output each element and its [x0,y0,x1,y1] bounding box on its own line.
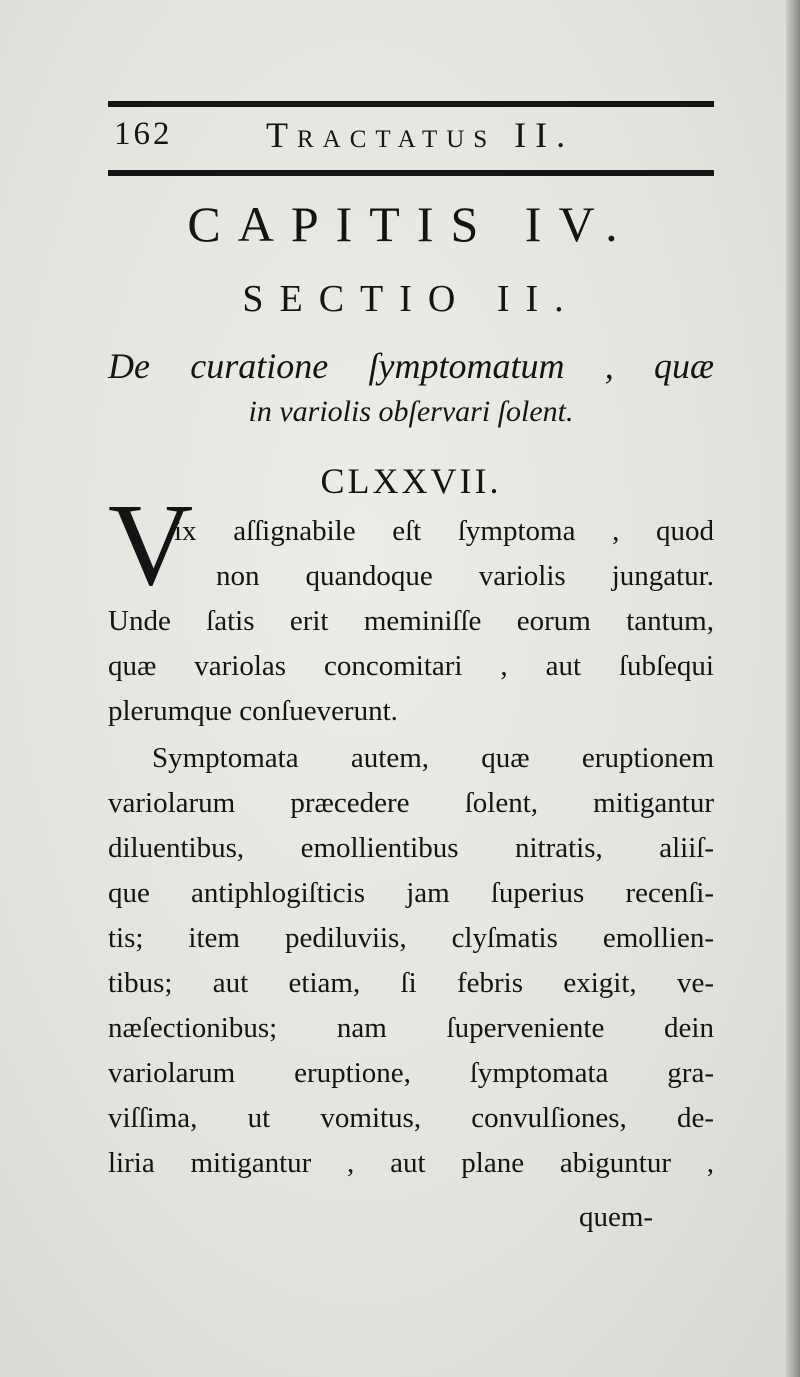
running-head [108,112,714,160]
header-rule-top [108,101,714,107]
chapter-heading: CAPITIS IV. [187,196,635,252]
subtitle-line-1: De curatione ſymptomatum , quæ [108,346,714,386]
text-line: que antiphlogiſticis jam ſuperius recenſi- [108,877,714,909]
header-rule-bottom [108,170,714,176]
text-line: non quandoque variolis jungatur. [216,560,714,592]
page-number: 162 [114,116,173,152]
drop-cap: V [108,479,194,610]
text-line: quæ variolas concomitari , aut ſubſequi [108,650,714,682]
text-line: Unde ſatis erit meminiſſe eorum tantum, [108,605,714,637]
text-line: variolarum præcedere ſolent, mitigantur [108,787,714,819]
text-line: tis; item pediluviis, clyſmatis emollien- [108,922,714,954]
catchword: quem- [579,1201,654,1233]
paragraph-number: CLXXVII. [320,461,502,501]
text-line: tibus; aut etiam, ſi febris exigit, ve- [108,967,714,999]
text-line: Symptomata autem, quæ eruptionem [152,742,714,774]
running-title: Tractatus II. [266,115,575,155]
text-line: liria mitigantur , aut plane abiguntur , [108,1147,714,1179]
text-line: ix aſſignabile eſt ſymptoma , quod [174,515,714,547]
text-line: plerumque conſueverunt. [108,695,398,727]
section-heading: SECTIO II. [242,278,580,320]
text-line: variolarum eruptione, ſymptomata gra- [108,1057,714,1089]
page-edge-shadow [786,0,800,1377]
subtitle-line-2: in variolis obſervari ſolent. [248,395,574,428]
text-line: diluentibus, emollientibus nitratis, aliiſ- [108,832,714,864]
text-line: viſſima, ut vomitus, convulſiones, de- [108,1102,714,1134]
text-line: næſectionibus; nam ſuperveniente dein [108,1012,714,1044]
